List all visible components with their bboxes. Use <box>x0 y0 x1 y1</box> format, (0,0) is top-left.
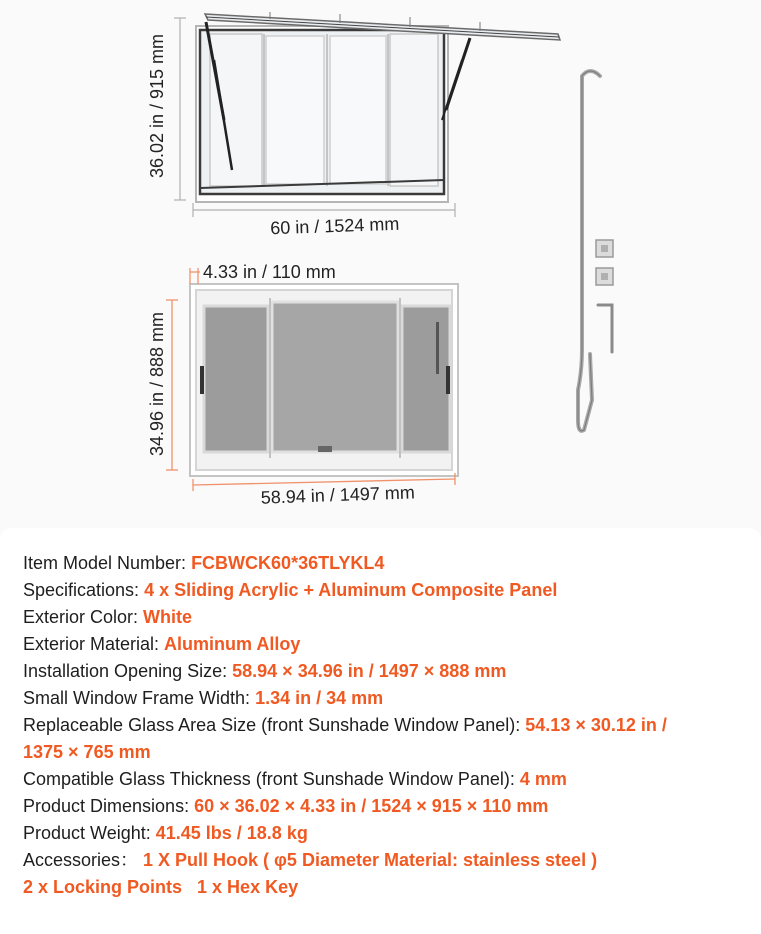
spec-value: 1 X Pull Hook ( φ5 Diameter Material: stainless steel ) <box>138 850 598 870</box>
spec-weight <box>23 820 743 847</box>
spec-label: Product Weight: <box>23 823 156 843</box>
spec-label: Product Dimensions: <box>23 796 195 816</box>
spec-value: White <box>143 607 193 627</box>
spec-value: 1375 × 765 mm <box>23 742 151 762</box>
hex-key-illustration <box>598 305 612 352</box>
spec-value: 60 × 36.02 × 4.33 in / 1524 × 915 × 110 mm <box>194 796 549 816</box>
spec-accessories-continued <box>23 874 743 901</box>
spec-label: Replaceable Glass Area Size (front Sunshade Window Panel): <box>23 715 526 735</box>
bottom-width-label: 58.94 in / 1497 mm <box>260 482 416 508</box>
spec-frame-width <box>23 685 743 712</box>
top-height-label: 36.02 in / 915 mm <box>147 33 167 179</box>
spec-glass-area <box>23 712 743 739</box>
top-width-label: 60 in / 1524 mm <box>269 213 400 239</box>
spec-value: 1.34 in / 34 mm <box>255 688 384 708</box>
spec-value: 4 x Sliding Acrylic + Aluminum Composite Panel <box>144 580 558 600</box>
spec-label: Compatible Glass Thickness (front Sunshade Window Panel): <box>23 769 520 789</box>
bottom-height-label: 34.96 in / 888 mm <box>147 311 167 457</box>
spec-label: Exterior Color: <box>23 607 144 627</box>
spec-specifications <box>23 577 743 604</box>
bottom-window-illustration <box>190 284 458 476</box>
bottom-depth-label: 4.33 in / 110 mm <box>203 262 336 282</box>
spec-value: 54.13 × 30.12 in / <box>525 715 667 735</box>
spec-label: Accessories： <box>23 850 139 870</box>
spec-value: 2 x Locking Points 1 x Hex Key <box>23 877 299 897</box>
spec-model <box>23 550 743 577</box>
spec-glass-area-continued <box>23 739 743 766</box>
spec-label: Installation Opening Size: <box>23 661 233 681</box>
top-window-illustration <box>196 12 560 202</box>
spec-value: 4 mm <box>519 769 567 789</box>
spec-opening <box>23 658 743 685</box>
spec-value: FCBWCK60*36TLYKL4 <box>191 553 385 573</box>
spec-value: 41.45 lbs / 18.8 kg <box>155 823 308 843</box>
spec-label: Item Model Number: <box>23 553 192 573</box>
spec-material <box>23 631 743 658</box>
locking-points-illustration <box>596 240 613 285</box>
spec-glass-thickness <box>23 766 743 793</box>
spec-value: Aluminum Alloy <box>164 634 301 654</box>
spec-dimensions <box>23 793 743 820</box>
spec-label: Exterior Material: <box>23 634 165 654</box>
spec-accessories <box>23 847 743 874</box>
spec-label: Specifications: <box>23 580 145 600</box>
spec-list <box>23 550 743 901</box>
spec-label: Small Window Frame Width: <box>23 688 256 708</box>
spec-value: 58.94 × 34.96 in / 1497 × 888 mm <box>232 661 507 681</box>
spec-color <box>23 604 743 631</box>
